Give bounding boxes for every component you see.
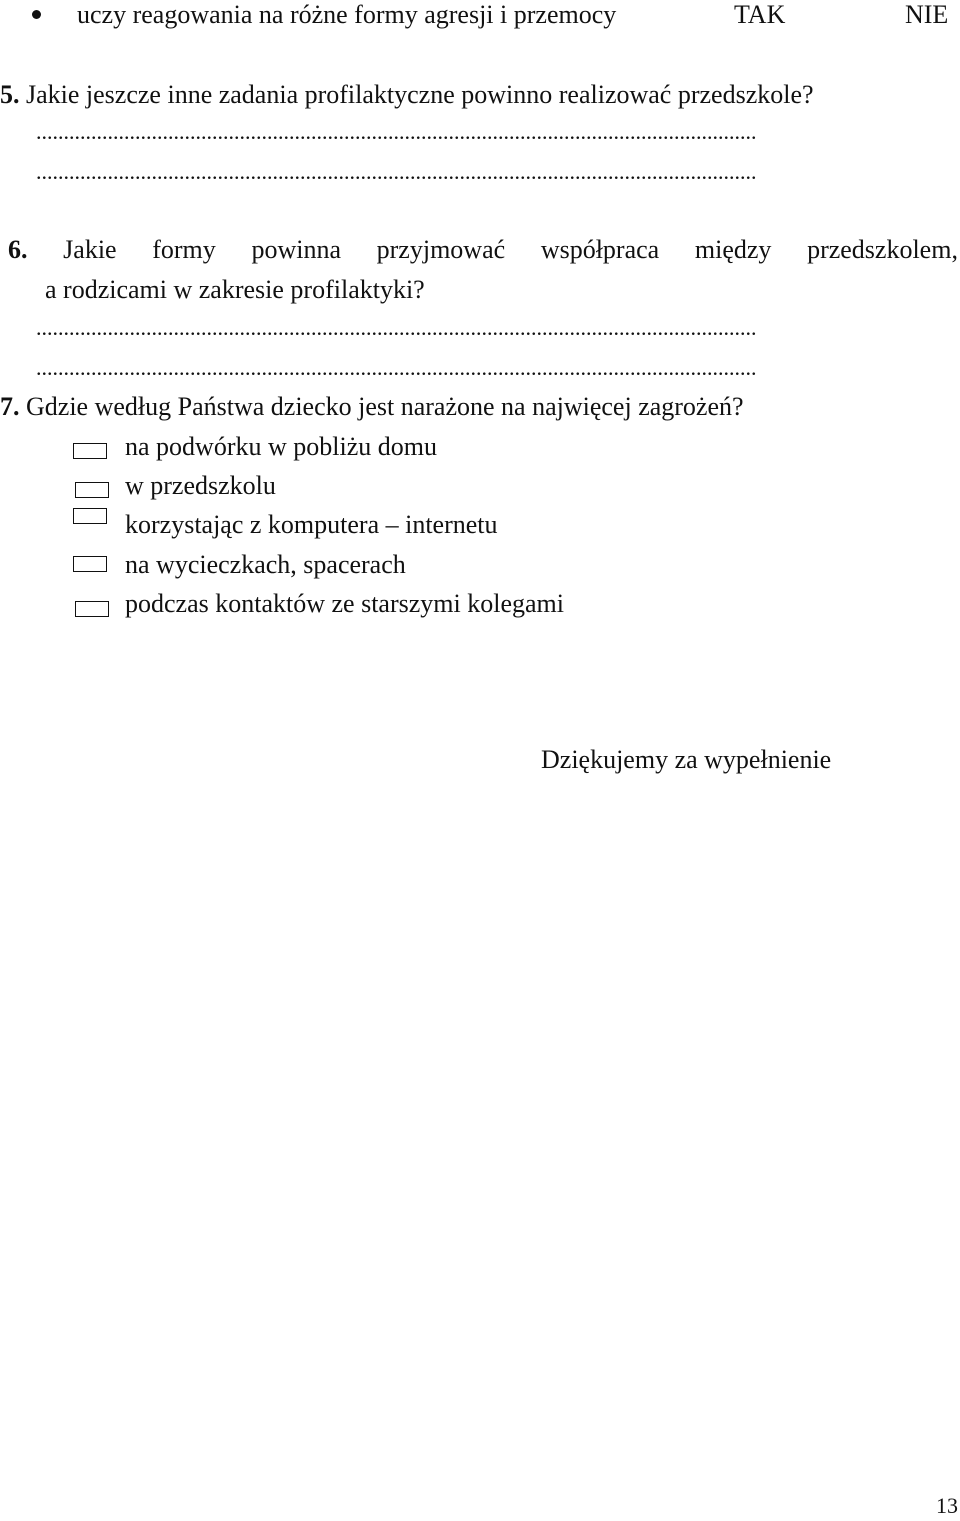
question-6-word: przedszkolem,	[807, 235, 958, 264]
bullet-icon	[32, 10, 41, 19]
question-5-answer-line-2[interactable]: ...................................................................................................................................	[36, 160, 757, 184]
option-label: podczas kontaktów ze starszymi kolegami	[125, 589, 564, 618]
question-6	[8, 235, 958, 265]
question-6-line-2: a rodzicami w zakresie profilaktyki?	[45, 275, 425, 304]
question-6-word: współpraca	[540, 235, 660, 264]
question-6-word: Jakie	[63, 235, 117, 264]
question-5	[0, 80, 814, 110]
no-option[interactable]: NIE	[905, 0, 949, 29]
question-5-text: Jakie jeszcze inne zadania profilaktyczne powinno realizować przedszkole?	[26, 80, 814, 109]
question-5-number: 5.	[0, 80, 20, 109]
question-7	[0, 392, 744, 422]
question-6-answer-line-1[interactable]: ...................................................................................................................................	[36, 316, 757, 340]
bullet-item	[0, 0, 960, 30]
question-6-answer-line-2[interactable]: ...................................................................................................................................	[36, 356, 757, 380]
question-7-number: 7.	[0, 392, 20, 421]
yes-option[interactable]: TAK	[734, 0, 786, 29]
question-6-word: formy	[152, 235, 216, 264]
checkbox[interactable]	[73, 556, 107, 572]
question-6-number: 6.	[8, 235, 28, 264]
option-label: w przedszkolu	[125, 471, 276, 500]
checkbox[interactable]	[73, 508, 107, 524]
option-label: korzystając z komputera – internetu	[125, 510, 498, 539]
question-6-word: powinna	[251, 235, 341, 264]
question-6-word: przyjmować	[376, 235, 506, 264]
option-label: na podwórku w pobliżu domu	[125, 432, 437, 461]
question-7-text: Gdzie według Państwa dziecko jest narażone na najwięcej zagrożeń?	[26, 392, 744, 421]
checkbox[interactable]	[73, 443, 107, 459]
closing-text: Dziękujemy za wypełnienie	[541, 745, 832, 774]
option-label: na wycieczkach, spacerach	[125, 550, 406, 579]
bullet-item-text: uczy reagowania na różne formy agresji i przemocy	[77, 0, 617, 29]
question-5-answer-line-1[interactable]: ...................................................................................................................................	[36, 120, 757, 144]
checkbox[interactable]	[75, 601, 109, 617]
question-6-word: między	[694, 235, 772, 264]
checkbox[interactable]	[75, 482, 109, 498]
page-number: 13	[936, 1493, 958, 1518]
